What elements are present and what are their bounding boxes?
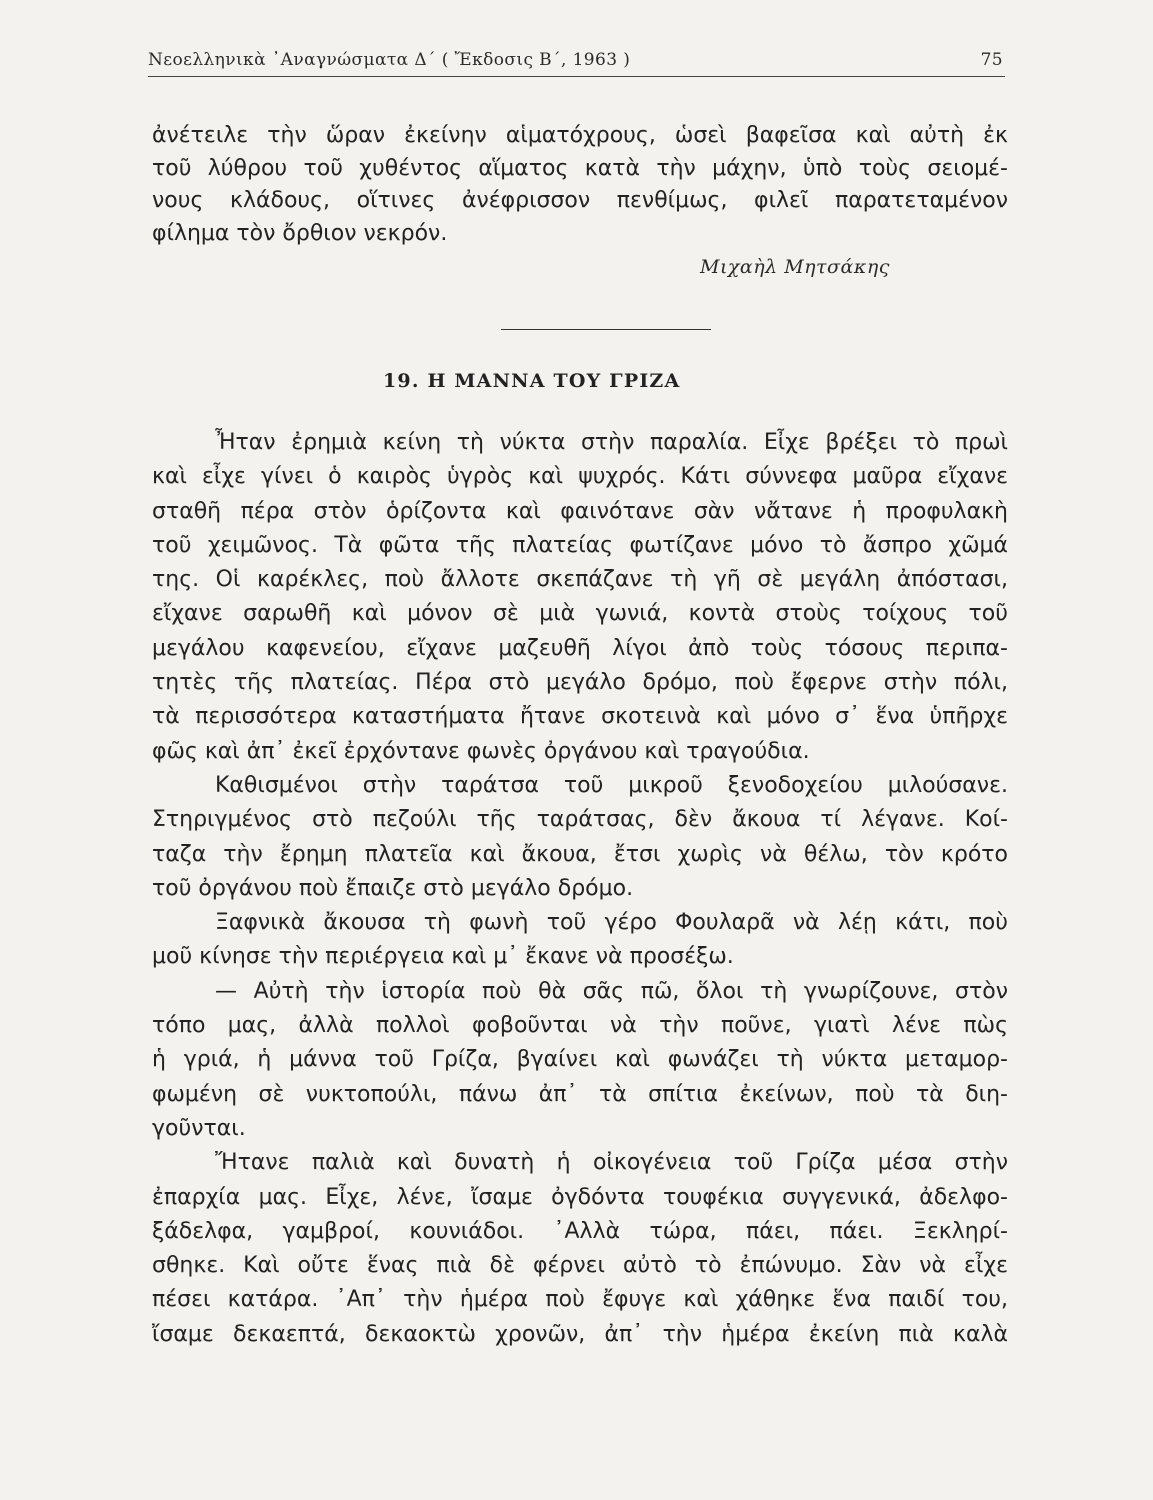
text-line: Ξαφνικὰ ἄκουσα τὴ φωνὴ τοῦ γέρο Φουλαρᾶ νὰ λέῃ κάτι, ποὺ — [215, 910, 1008, 936]
text-line: σθηκε. Καὶ οὔτε ἕνας πιὰ δὲ φέρνει αὐτὸ τὸ ἐπώνυμο. Σὰν νὰ εἶχε — [152, 1253, 1008, 1279]
text-line: φῶς καὶ ἀπ᾿ ἐκεῖ ἐρχόντανε φωνὲς ὀργάνου καὶ τραγούδια. — [152, 738, 810, 764]
text-line: νους κλάδους, οἵτινες ἀνέφρισσον πενθίμως, φιλεῖ παρατεταμένον — [152, 188, 1008, 213]
text-line: τοῦ χειμῶνος. Τὰ φῶτα τῆς πλατείας φωτίζανε μόνο τὸ ἄσπρο χῶμά — [152, 532, 1008, 558]
text-line: ταζα τὴν ἔρημη πλατεῖα καὶ ἄκουα, ἔτσι χωρὶς νὰ θέλω, τὸν κρότο — [152, 841, 1008, 867]
text-line: ἴσαμε δεκαεπτά, δεκαοκτὼ χρονῶν, ἀπ᾿ τὴν ἡμέρα ἐκείνη πιὰ καλὰ — [152, 1321, 1008, 1347]
text-line: μοῦ κίνησε τὴν περιέργεια καὶ μ᾿ ἔκανε νὰ προσέξω. — [152, 944, 734, 970]
text-line: ξάδελφα, γαμβροί, κουνιάδοι. ᾿Αλλὰ τώρα, πάει, πάει. Ξεκληρί- — [152, 1218, 1008, 1244]
text-line: Ἦταν ἐρημιὰ κείνη τὴ νύκτα στὴν παραλία. Εἶχε βρέξει τὸ πρωὶ — [215, 430, 1008, 455]
section-separator — [501, 329, 711, 330]
chapter-body — [152, 426, 1008, 1352]
text-line: τητὲς τῆς πλατείας. Πέρα στὸ μεγάλο δρόμο, ποὺ ἔφερνε στὴν πόλι, — [152, 670, 1008, 696]
text-line: ἡ γριά, ἡ μάννα τοῦ Γρίζα, βγαίνει καὶ φωνάζει τὴ νύκτα μεταμορ- — [152, 1047, 1008, 1073]
text-line: ἐπαρχία μας. Εἶχε, λένε, ἴσαμε ὀγδόντα τουφέκια συγγενικά, ἀδελφο- — [152, 1184, 1008, 1210]
author-signature: Μιχαὴλ Μητσάκης — [700, 256, 890, 278]
text-line: ἀνέτειλε τὴν ὥραν ἐκείνην αἱματόχρους, ὡσεὶ βαφεῖσα καὶ αὐτὴ ἐκ — [152, 123, 1008, 148]
text-line: Στηριγμένος στὸ πεζούλι τῆς ταράτσας, δὲν ἄκουα τί λέγανε. Κοί- — [152, 807, 1008, 833]
text-line: τοῦ λύθρου τοῦ χυθέντος αἵματος κατὰ τὴν μάχην, ὑπὸ τοὺς σειομέ- — [152, 155, 1008, 181]
text-line: φίλημα τὸν ὄρθιον νεκρόν. — [152, 220, 448, 246]
text-line: καὶ εἶχε γίνει ὁ καιρὸς ὑγρὸς καὶ ψυχρός. Κάτι σύννεφα μαῦρα εἴχανε — [152, 464, 1008, 490]
page-number: 75 — [980, 50, 1003, 70]
previous-text-ending — [152, 120, 1008, 250]
header-rule — [148, 76, 1005, 77]
text-line: τὰ περισσότερα καταστήματα ἤτανε σκοτεινὰ καὶ μόνο σ᾿ ἕνα ὑπῆρχε — [152, 704, 1008, 730]
text-line: τόπο μας, ἀλλὰ πολλοὶ φοβοῦνται νὰ τὴν ποῦνε, γιατὶ λένε πὼς — [152, 1013, 1008, 1039]
text-line: — Αὐτὴ τὴν ἱστορία ποὺ θὰ σᾶς πῶ, ὅλοι τὴ γνωρίζουνε, στὸν — [215, 978, 1008, 1004]
text-line: Ἤτανε παλιὰ καὶ δυνατὴ ἡ οἰκογένεια τοῦ Γρίζα μέσα στὴν — [215, 1150, 1008, 1176]
text-line: τοῦ ὀργάνου ποὺ ἔπαιζε στὸ μεγάλο δρόμο. — [152, 875, 634, 901]
header-title: Νεοελληνικὰ ᾿Αναγνώσματα Δ΄ ( Ἔκδοσις Β΄, 1963 ) — [148, 50, 631, 70]
text-line: σταθῆ πέρα στὸν ὁρίζοντα καὶ φαινότανε σὰν νἄτανε ἡ προφυλακὴ — [152, 498, 1008, 524]
text-line: μεγάλου καφενείου, εἴχανε μαζευθῆ λίγοι ἀπὸ τοὺς τόσους περιπα- — [152, 635, 1008, 661]
text-line: φωμένη σὲ νυκτοπούλι, πάνω ἀπ᾿ τὰ σπίτια ἐκείνων, ποὺ τὰ διη- — [152, 1081, 1008, 1107]
text-line: της. Οἱ καρέκλες, ποὺ ἄλλοτε σκεπάζανε τὴ γῆ σὲ μεγάλη ἀπόστασι, — [152, 567, 1008, 593]
text-line: Καθισμένοι στὴν ταράτσα τοῦ μικροῦ ξενοδοχείου μιλούσανε. — [215, 772, 1008, 798]
text-line: γοῦνται. — [152, 1115, 246, 1141]
text-line: πέσει κατάρα. ᾿Απ᾿ τὴν ἡμέρα ποὺ ἔφυγε καὶ χάθηκε ἕνα παιδί του, — [152, 1287, 1008, 1313]
text-line: εἴχανε σαρωθῆ καὶ μόνον σὲ μιὰ γωνιά, κοντὰ στοὺς τοίχους τοῦ — [152, 601, 1008, 627]
chapter-title: 19. Η ΜΑΝΝΑ ΤΟΥ ΓΡΙΖΑ — [383, 370, 681, 392]
